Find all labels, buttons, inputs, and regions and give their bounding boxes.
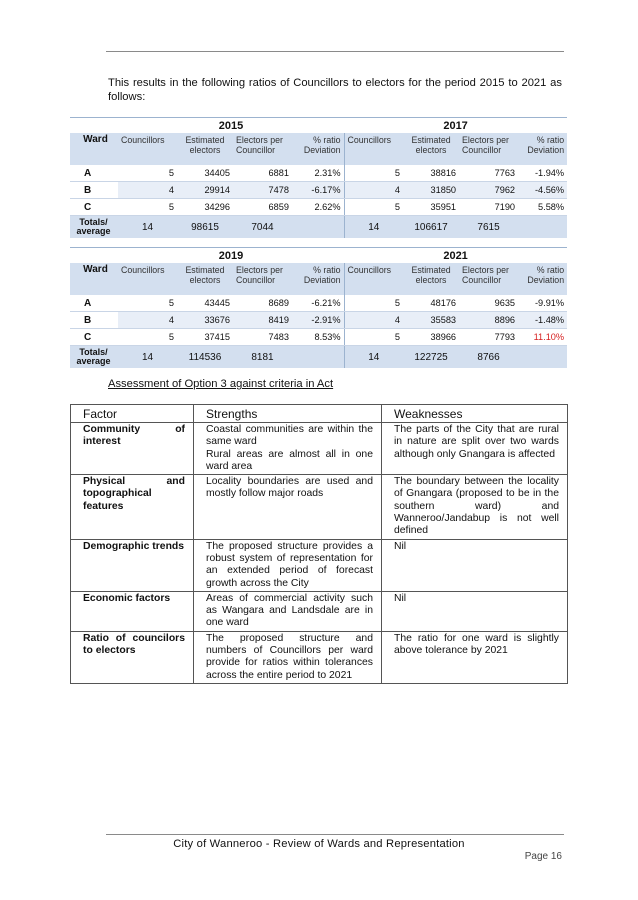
ward-cell: A (70, 165, 118, 182)
deviation-cell: -6.17% (292, 182, 344, 199)
councillors-cell: 5 (118, 329, 177, 346)
per-councillor-cell: 7190 (459, 199, 518, 216)
councillors-total: 14 (118, 346, 177, 369)
column-header-councillors: Councillors (118, 133, 177, 165)
column-header-electors-per-councillor: Electors per Councillor (459, 133, 518, 165)
per-councillor-cell: 7962 (459, 182, 518, 199)
table-row (70, 312, 567, 329)
ratio-table-2015-2017 (70, 117, 567, 238)
header-rule (106, 51, 564, 52)
column-header-estimated-electors: Estimated electors (403, 133, 459, 165)
column-header-weaknesses: Weaknesses (382, 405, 568, 423)
deviation-cell: -6.21% (292, 295, 344, 312)
per-councillor-cell: 7763 (459, 165, 518, 182)
strengths-cell: Areas of commercial activity such as Wangara and Landsdale are in one ward (194, 591, 382, 631)
ward-cell: C (70, 199, 118, 216)
councillors-total: 14 (118, 216, 177, 239)
factor-cell: Economic factors (71, 591, 194, 631)
per-councillor-cell: 8896 (459, 312, 518, 329)
per-councillor-average: 8766 (459, 346, 518, 369)
table-row (70, 295, 567, 312)
table-row (71, 539, 568, 591)
electors-cell: 34405 (177, 165, 233, 182)
per-councillor-cell: 7483 (233, 329, 292, 346)
councillors-total: 14 (344, 216, 403, 239)
strengths-cell: Locality boundaries are used and mostly follow major roads (194, 475, 382, 539)
year-spacer (70, 118, 118, 134)
per-councillor-cell: 6881 (233, 165, 292, 182)
deviation-cell: 5.58% (518, 199, 567, 216)
deviation-cell: 8.53% (292, 329, 344, 346)
electors-total: 98615 (177, 216, 233, 239)
deviation-cell: -1.94% (518, 165, 567, 182)
totals-label: Totals/ average (70, 346, 118, 369)
electors-total: 122725 (403, 346, 459, 369)
electors-cell: 29914 (177, 182, 233, 199)
ward-cell: C (70, 329, 118, 346)
assessment-table (70, 404, 568, 684)
deviation-cell: 2.31% (292, 165, 344, 182)
ratio-table-2019-2021 (70, 247, 567, 368)
year-heading: 2019 (118, 248, 344, 264)
weaknesses-cell: The parts of the City that are rural in nature are split over two wards although only Gnangara is affected (382, 423, 568, 475)
column-header-electors-per-councillor: Electors per Councillor (459, 263, 518, 295)
electors-cell: 35951 (403, 199, 459, 216)
column-header-deviation: % ratio Deviation (292, 263, 344, 295)
ward-cell: A (70, 295, 118, 312)
factor-cell: Community of interest (71, 423, 194, 475)
deviation-cell: -2.91% (292, 312, 344, 329)
column-header-councillors: Councillors (344, 263, 403, 295)
empty-cell (518, 216, 567, 239)
electors-cell: 31850 (403, 182, 459, 199)
per-councillor-average: 7615 (459, 216, 518, 239)
per-councillor-cell: 7478 (233, 182, 292, 199)
column-header-electors-per-councillor: Electors per Councillor (233, 263, 292, 295)
factor-cell: Physical and topographical features (71, 475, 194, 539)
weaknesses-cell: Nil (382, 591, 568, 631)
per-councillor-average: 8181 (233, 346, 292, 369)
column-header-councillors: Councillors (344, 133, 403, 165)
electors-total: 114536 (177, 346, 233, 369)
councillors-cell: 4 (118, 312, 177, 329)
column-header-deviation: % ratio Deviation (292, 133, 344, 165)
councillors-cell: 5 (118, 295, 177, 312)
electors-cell: 37415 (177, 329, 233, 346)
empty-cell (518, 346, 567, 369)
electors-cell: 38816 (403, 165, 459, 182)
year-heading: 2021 (344, 248, 567, 264)
footer-title: City of Wanneroo - Review of Wards and Representation (173, 838, 465, 850)
electors-cell: 48176 (403, 295, 459, 312)
totals-row (70, 346, 567, 369)
totals-label: Totals/ average (70, 216, 118, 239)
column-header-ward: Ward (70, 133, 118, 165)
councillors-cell: 5 (344, 199, 403, 216)
table-row (71, 591, 568, 631)
page-number: Page 16 (524, 851, 562, 862)
intro-paragraph: This results in the following ratios of Councillors to electors for the period 2015 to 2021 as follows: (108, 77, 562, 103)
table-row (71, 631, 568, 683)
per-councillor-cell: 8689 (233, 295, 292, 312)
table-row (71, 423, 568, 475)
column-header-ward: Ward (70, 263, 118, 295)
per-councillor-cell: 7793 (459, 329, 518, 346)
weaknesses-cell: The ratio for one ward is slightly above tolerance by 2021 (382, 631, 568, 683)
column-header-estimated-electors: Estimated electors (177, 133, 233, 165)
councillors-cell: 4 (344, 312, 403, 329)
column-header-estimated-electors: Estimated electors (403, 263, 459, 295)
year-heading: 2017 (344, 118, 567, 134)
strengths-cell: Coastal communities are within the same ward Rural areas are almost all in one ward area (194, 423, 382, 475)
electors-cell: 33676 (177, 312, 233, 329)
electors-cell: 35583 (403, 312, 459, 329)
table-row (70, 182, 567, 199)
table-row (70, 329, 567, 346)
strengths-cell: The proposed structure provides a robust system of representation for an extended period of forecast growth across the City (194, 539, 382, 591)
column-header-deviation: % ratio Deviation (518, 133, 567, 165)
councillors-cell: 5 (118, 199, 177, 216)
column-header-strengths: Strengths (194, 405, 382, 423)
weaknesses-cell: The boundary between the locality of Gnangara (proposed to be in the southern ward) and Wanneroo/Jandabup is not well defined (382, 475, 568, 539)
councillors-total: 14 (344, 346, 403, 369)
electors-total: 106617 (403, 216, 459, 239)
table-row (71, 475, 568, 539)
weaknesses-cell: Nil (382, 539, 568, 591)
per-councillor-cell: 9635 (459, 295, 518, 312)
year-heading: 2015 (118, 118, 344, 134)
electors-cell: 38966 (403, 329, 459, 346)
deviation-cell: -9.91% (518, 295, 567, 312)
electors-cell: 43445 (177, 295, 233, 312)
table-row (70, 165, 567, 182)
column-header-factor: Factor (71, 405, 194, 423)
councillors-cell: 5 (344, 329, 403, 346)
councillors-cell: 5 (344, 295, 403, 312)
deviation-cell: -1.48% (518, 312, 567, 329)
column-header-estimated-electors: Estimated electors (177, 263, 233, 295)
strengths-cell: The proposed structure and numbers of Councillors per ward provide for ratios within tolerances across the entire period to 2021 (194, 631, 382, 683)
factor-cell: Demographic trends (71, 539, 194, 591)
column-header-deviation: % ratio Deviation (518, 263, 567, 295)
councillors-cell: 4 (118, 182, 177, 199)
per-councillor-cell: 6859 (233, 199, 292, 216)
per-councillor-cell: 8419 (233, 312, 292, 329)
column-header-councillors: Councillors (118, 263, 177, 295)
electors-cell: 34296 (177, 199, 233, 216)
factor-cell: Ratio of councilors to electors (71, 631, 194, 683)
footer-rule (106, 834, 564, 835)
year-spacer (70, 248, 118, 264)
ward-cell: B (70, 312, 118, 329)
deviation-cell-over-tolerance: 11.10% (518, 329, 567, 346)
councillors-cell: 4 (344, 182, 403, 199)
empty-cell (292, 346, 344, 369)
column-header-electors-per-councillor: Electors per Councillor (233, 133, 292, 165)
deviation-cell: 2.62% (292, 199, 344, 216)
section-heading: Assessment of Option 3 against criteria in Act (108, 378, 334, 390)
per-councillor-average: 7044 (233, 216, 292, 239)
empty-cell (292, 216, 344, 239)
table-row (70, 199, 567, 216)
deviation-cell: -4.56% (518, 182, 567, 199)
councillors-cell: 5 (344, 165, 403, 182)
totals-row (70, 216, 567, 239)
councillors-cell: 5 (118, 165, 177, 182)
ward-cell: B (70, 182, 118, 199)
